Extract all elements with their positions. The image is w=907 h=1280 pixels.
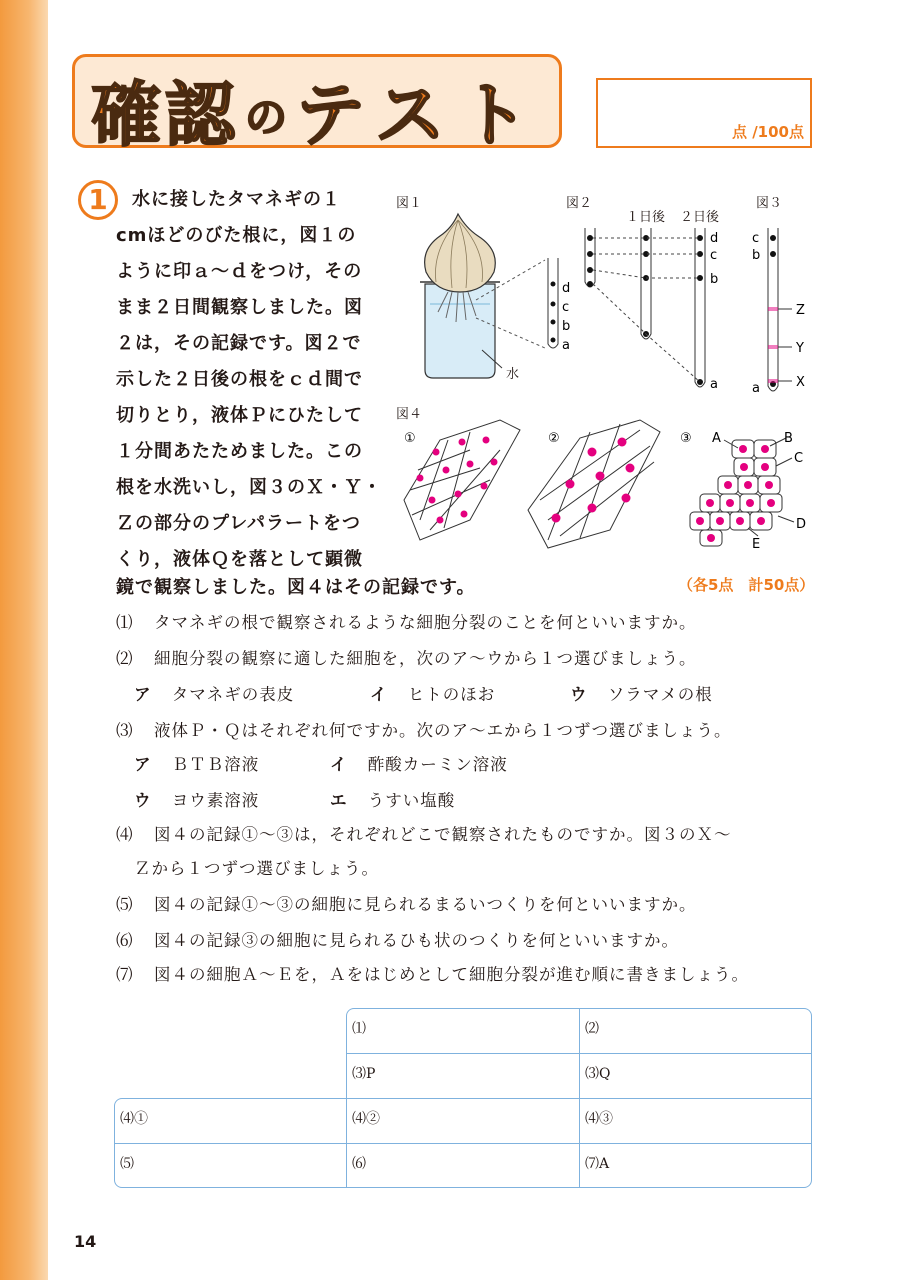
intro-line: １分間あたためました。この [116,441,363,462]
subquestion-3 [116,717,732,741]
choice-key: ア [134,755,152,774]
fig4-panel-label: ③ [680,431,692,446]
subquestion-7 [116,961,749,985]
title-char: 認 [165,74,235,156]
subquestion-text: タマネギの根で観察されるような細胞分裂のことを何といいますか。 [154,613,697,632]
question-number: 1 [78,180,118,220]
fig2-day1: １日後 [626,210,666,225]
subquestion-text: 液体Ｐ・Ｑはそれぞれ何ですか。次のア～エから１つずつ選びましょう。 [154,721,732,740]
subquestion-text: 細胞分裂の観察に適した細胞を，次のア～ウから１つ選びましょう。 [154,649,697,668]
fig4-cell-label: E [752,537,761,552]
fig3-mark: b [752,248,761,263]
title-char: ト [459,74,529,156]
subquestion-number: ⑺ [116,965,134,984]
subquestion-text: 図４の細胞Ａ～Ｅを，Ａをはじめとして細胞分裂が進む順に書きましょう。 [154,965,749,984]
table-line [114,1143,812,1144]
choice-key: イ [330,755,348,774]
subquestion-6 [116,927,679,951]
choice-text: うすい塩酸 [367,791,456,810]
choice-row [370,681,495,705]
subquestion-number: ⑵ [116,649,134,668]
subquestion-number: ⑹ [116,931,134,950]
choice-row [570,681,713,705]
intro-line: まま２日間観察しました。図 [116,297,363,318]
fig1-water-label: 水 [506,367,520,382]
subquestion-number: ⑸ [116,895,134,914]
fig3-zone: Y [796,341,804,356]
fig1-mark: d [562,281,571,296]
choice-key: ウ [570,685,588,704]
answer-cell-3p[interactable]: ⑶P [352,1066,376,1082]
choice-row [134,787,259,811]
subquestion-number: ⑴ [116,613,134,632]
subquestion-5 [116,891,697,915]
title-char: テ [295,74,365,156]
choice-key: ウ [134,791,152,810]
answer-cell-4-1[interactable]: ⑷① [120,1111,148,1127]
fig2-mark: c [710,248,718,263]
choice-text: 酢酸カーミン溶液 [367,755,508,774]
intro-line: ように印ａ～ｄをつけ，その [116,261,363,282]
intro-line: ２は，その記録です。図２で [116,333,362,354]
subquestion-4-continuation: Ｚから１つずつ選びましょう。 [134,859,379,878]
fig4-label: 図４ [396,407,423,422]
fig4-panel-label: ① [404,431,416,446]
fig4-cell-label: B [784,431,793,446]
intro-line: 切りとり，液体Ｐにひたして [116,405,363,426]
intro-line: くり，液体Ｑを落として顕微 [116,549,363,570]
fig1-mark: a [562,338,570,353]
figure-illustrations [0,0,907,600]
fig4-panel3-cells [690,440,782,546]
answer-cell-1[interactable]: ⑴ [352,1021,366,1037]
subquestion-number: ⑶ [116,721,134,740]
fig2-mark: b [710,272,719,287]
intro-line: 水に接したタマネギの１ [132,189,341,210]
fig4-cell-label: D [796,517,807,532]
intro-line: 鏡で観察しました。図４はその記録です。 [116,577,476,598]
subquestion-text: 図４の記録①～③は，それぞれどこで観察されたものですか。図３のＸ～ [154,825,732,844]
choice-key: ア [134,685,152,704]
fig4-panel2-nuclei [552,438,635,523]
answer-cell-4-3[interactable]: ⑷③ [585,1111,613,1127]
points-note: （各5点 計50点） [678,576,815,594]
subquestion-1 [116,609,697,633]
fig4-cell-label: C [794,451,804,466]
intro-line: cmほどのびた根に，図１の [116,225,357,246]
fig2-mark: a [710,377,718,392]
choice-text: ヒトのほお [407,685,496,704]
choice-text: ＢＴＢ溶液 [171,755,260,774]
choice-key: イ [370,685,388,704]
fig3-zone: X [796,375,805,390]
subquestion-text: 図４の記録①～③の細胞に見られるまるいつくりを何といいますか。 [154,895,697,914]
choice-row [134,681,294,705]
choice-text: ソラマメの根 [607,685,713,704]
fig1-mark: c [562,300,570,315]
fig2-label: 図２ [566,196,593,211]
fig1-beaker [420,282,500,378]
intro-line: 根を水洗いし，図３のＸ・Ｙ・ [116,477,382,498]
choice-row [330,751,508,775]
choice-key: エ [330,791,348,810]
fig4-cell-label: A [712,431,721,446]
answer-cell-2[interactable]: ⑵ [585,1021,599,1037]
answer-cell-6[interactable]: ⑹ [352,1156,366,1172]
title-char: ス [375,74,445,156]
subquestion-number: ⑷ [116,825,134,844]
choice-row [134,751,259,775]
page-number: 14 [74,1232,97,1251]
title-char: 確 [91,74,161,156]
subquestion-text: 図４の記録③の細胞に見られるひも状のつくりを何といいますか。 [154,931,679,950]
subquestion-2 [116,645,697,669]
choice-text: ヨウ素溶液 [171,791,260,810]
answer-cell-3q[interactable]: ⑶Q [585,1066,611,1082]
fig2-day2: ２日後 [680,210,720,225]
answer-cell-7[interactable]: ⑺A [585,1156,610,1172]
score-unit: 点 /100点 [731,123,804,141]
answer-cell-4-2[interactable]: ⑷② [352,1111,380,1127]
fig1-label: 図１ [396,196,423,211]
fig2-mark: d [710,231,719,246]
subquestion-4 [116,821,732,845]
intro-line: Ｚの部分のプレパラートをつ [116,513,362,534]
fig3-mark: a [752,381,760,396]
fig3-mark: c [752,231,760,246]
choice-row [330,787,455,811]
intro-line: 示した２日後の根をｃｄ間で [116,369,363,390]
fig4-panel-label: ② [548,431,560,446]
answer-cell-5[interactable]: ⑸ [120,1156,134,1172]
fig3-label: 図３ [756,196,783,211]
fig3-zone: Z [796,303,805,318]
choice-text: タマネギの表皮 [171,685,295,704]
fig1-mark: b [562,319,571,334]
fig2-root-day1 [641,228,651,339]
title-char: の [245,93,288,142]
